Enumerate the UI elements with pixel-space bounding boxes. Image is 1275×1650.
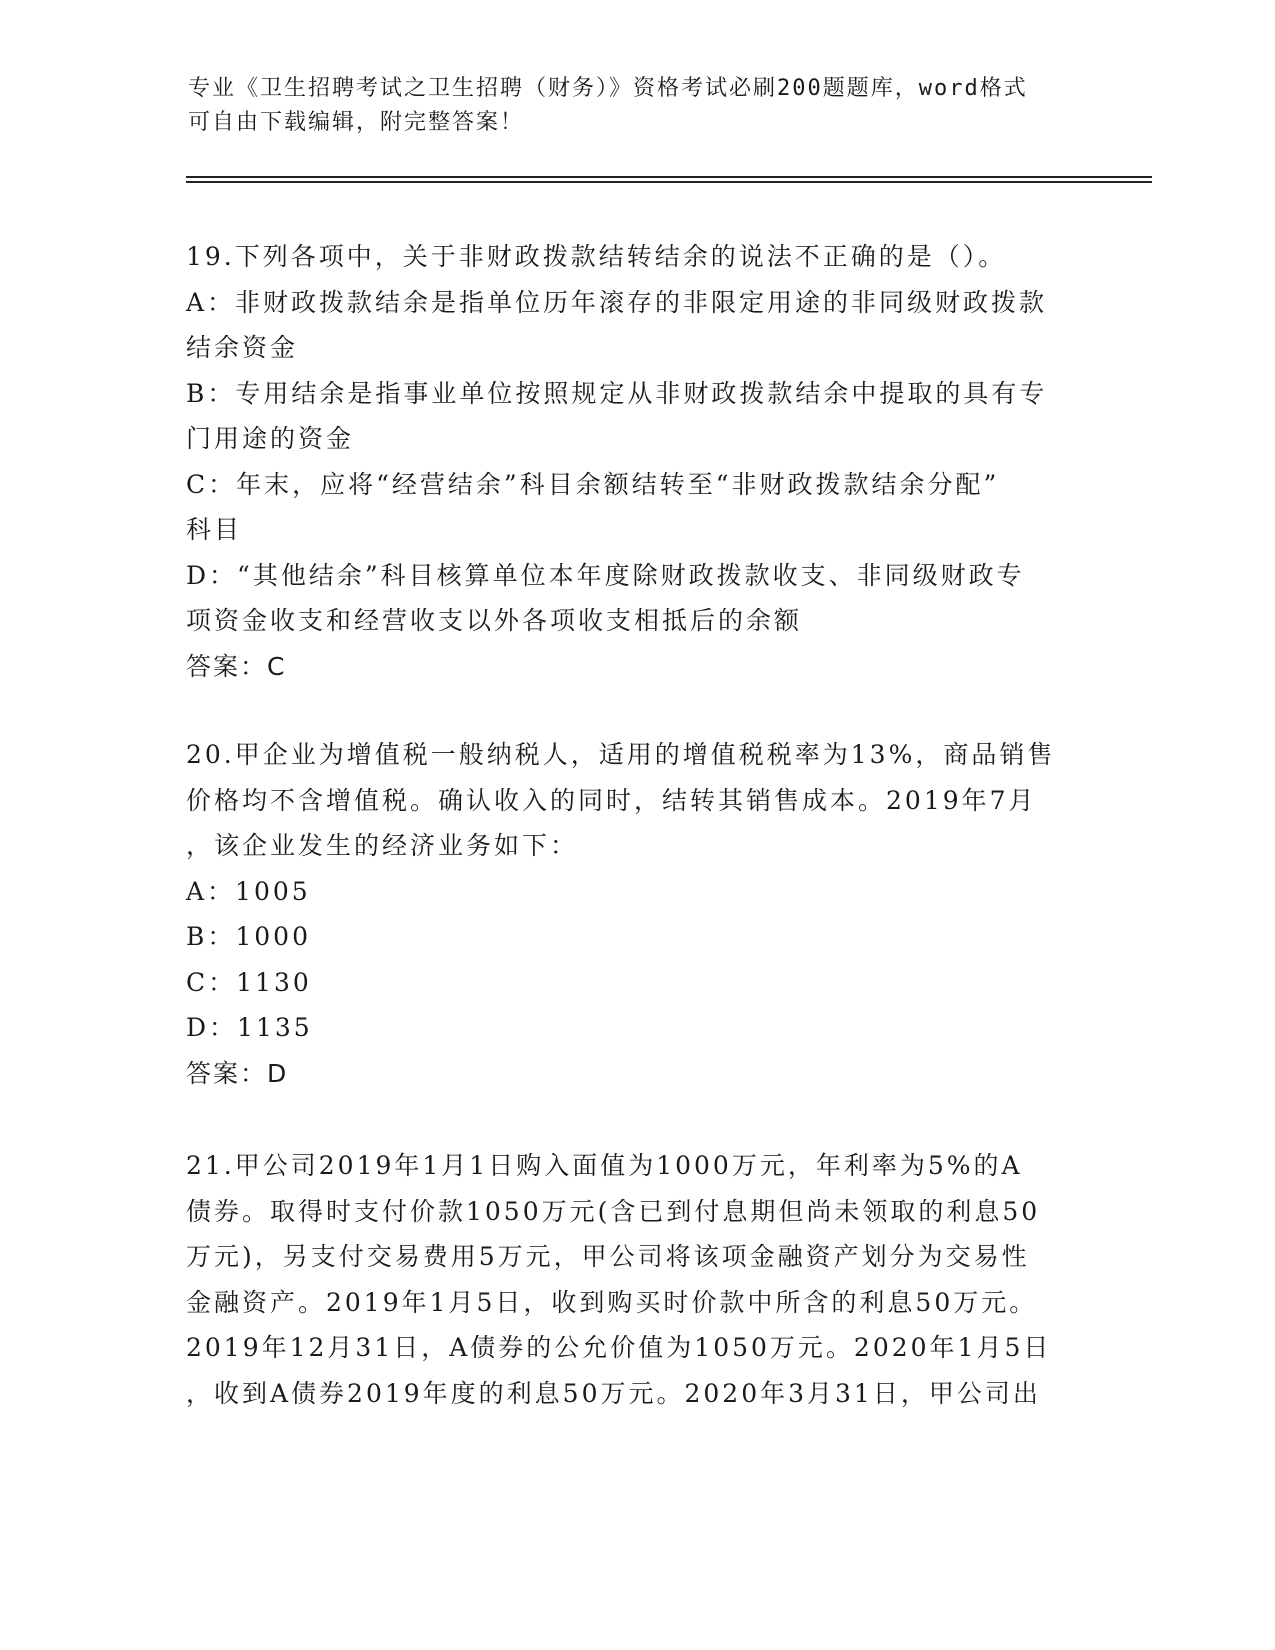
question-stem-cont: ，该企业发生的经济业务如下： [186, 831, 579, 860]
question-21 [186, 1143, 1086, 1416]
option-b: B：专用结余是指事业单位按照规定从非财政拨款结余中提取的具有专 [186, 378, 1048, 408]
option-a: A：非财政拨款结余是指单位历年滚存的非限定用途的非同级财政拨款 [186, 287, 1048, 317]
option-c-cont: 科目 [186, 515, 243, 544]
question-19 [186, 234, 1086, 689]
header-line: 可自由下载编辑，附完整答案！ [188, 110, 525, 135]
question-stem-cont: 金融资产。2019年1月5日，收到购买时价款中所含的利息50万元。 [186, 1287, 1038, 1317]
option-b-cont: 门用途的资金 [186, 424, 355, 453]
option-d: D：“其他结余”科目核算单位本年度除财政拨款收支、非同级财政专 [186, 560, 1025, 590]
question-stem-cont: ，收到A债券2019年度的利息50万元。2020年3月31日，甲公司出 [186, 1378, 1041, 1408]
answer: 答案：D [186, 1058, 289, 1088]
question-stem-cont: 万元)，另支付交易费用5万元，甲公司将该项金融资产划分为交易性 [186, 1242, 1030, 1271]
option-c: C：年末，应将“经营结余”科目余额结转至“非财政拨款结余分配” [186, 469, 1000, 499]
option-a-cont: 结余资金 [186, 333, 299, 362]
question-stem: 19.下列各项中，关于非财政拨款结转结余的说法不正确的是（）。 [186, 242, 1007, 271]
option-b: B：1000 [186, 922, 311, 951]
option-d-cont: 项资金收支和经营收支以外各项收支相抵后的余额 [186, 606, 803, 635]
option-d: D：1135 [186, 1013, 313, 1042]
option-a: A：1005 [186, 876, 311, 906]
option-c: C：1130 [186, 967, 312, 997]
question-stem-cont: 债券。取得时支付价款1050万元(含已到付息期但尚未领取的利息50 [186, 1196, 1041, 1226]
question-stem: 21.甲公司2019年1月1日购入面值为1000万元，年利率为5%的A [186, 1151, 1023, 1180]
question-stem-cont: 2019年12月31日，A债券的公允价值为1050万元。2020年1月5日 [186, 1333, 1052, 1362]
header-line: 专业《卫生招聘考试之卫生招聘（财务）》资格考试必刷200题题库，word格式 [188, 76, 1028, 101]
answer: 答案：C [186, 651, 287, 681]
question-stem-cont: 价格均不含增值税。确认收入的同时，结转其销售成本。2019年7月 [186, 785, 1037, 815]
question-stem: 20.甲企业为增值税一般纳税人，适用的增值税税率为13%，商品销售 [186, 740, 1056, 769]
header-divider-bottom [186, 181, 1152, 183]
question-20 [186, 732, 1086, 1096]
header-divider-top [186, 176, 1152, 178]
page-header [188, 72, 1088, 140]
